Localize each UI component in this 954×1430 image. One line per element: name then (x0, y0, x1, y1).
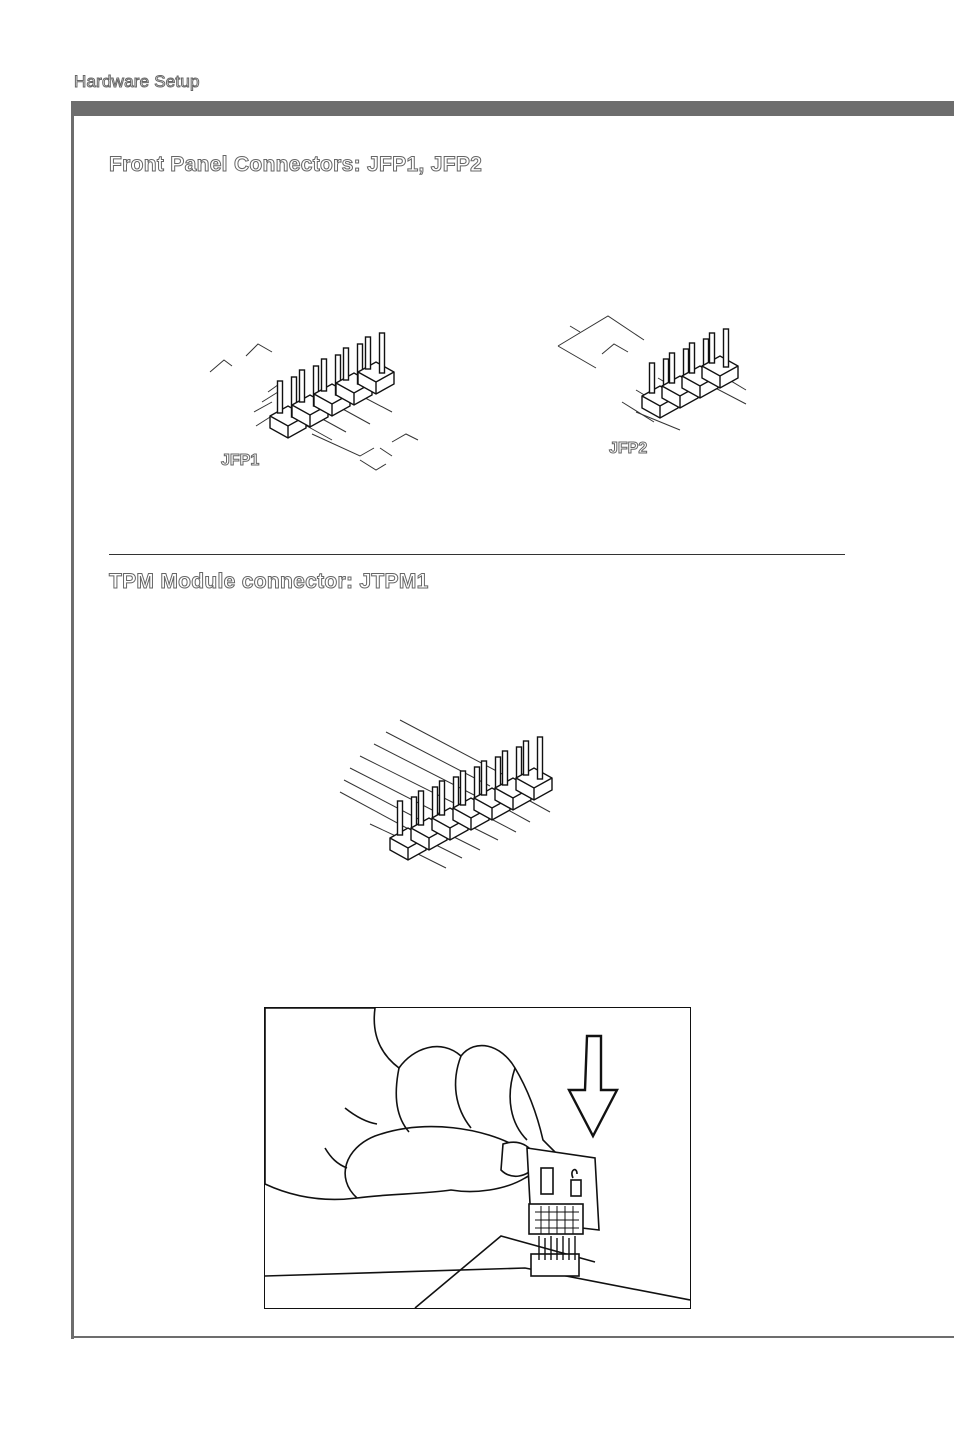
jfp2-connector-diagram (550, 310, 770, 460)
left-margin-rule (71, 101, 74, 1339)
jtpm1-connector-diagram (330, 710, 570, 890)
figure-label-jfp1: JFP1 (221, 452, 260, 469)
down-arrow-icon (569, 1036, 617, 1136)
header-bar (73, 101, 954, 116)
section-title-front-panel: Front Panel Connectors: JFP1, JFP2 (109, 153, 483, 176)
section-title-tpm: TPM Module connector: JTPM1 (109, 570, 429, 593)
footer-rule (71, 1336, 954, 1338)
running-header: Hardware Setup (74, 72, 200, 91)
figure-label-jfp2: JFP2 (609, 440, 648, 457)
tpm-installation-illustration (264, 1007, 691, 1309)
section-divider (109, 554, 845, 555)
